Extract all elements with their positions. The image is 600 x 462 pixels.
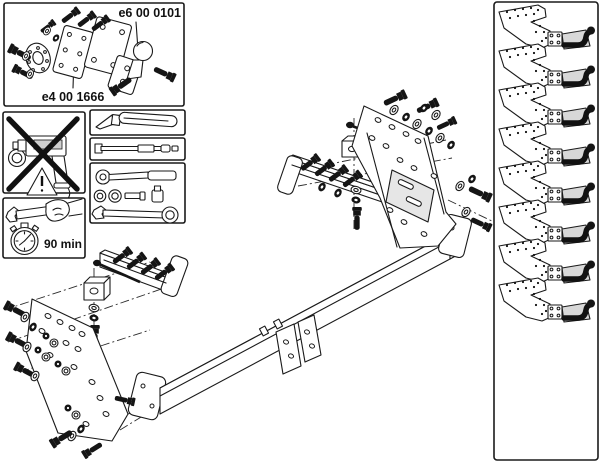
left-bracket-assembly (3, 246, 190, 459)
stopwatch-icon (10, 223, 38, 255)
nut (89, 314, 99, 323)
nut (333, 187, 343, 198)
washer (388, 104, 400, 116)
socket-set-box (90, 163, 185, 223)
spacer-block (84, 277, 110, 300)
variants-sidebar (494, 2, 598, 460)
part-number-towball: e6 00 0101 (118, 6, 181, 20)
nut (446, 139, 457, 150)
nut (351, 196, 361, 205)
bolt (435, 116, 457, 132)
nut (401, 111, 412, 122)
side-plate (26, 299, 128, 441)
duration-label: 90 min (44, 237, 83, 251)
allen-bolt (55, 361, 62, 368)
washer (430, 109, 442, 121)
washer (434, 132, 446, 144)
allen-bolt (35, 347, 42, 354)
washer (411, 118, 423, 130)
washer (42, 353, 50, 361)
allen-bolt (43, 333, 50, 340)
towball-kit-box (4, 3, 184, 106)
part-number-towbar: e4 00 1666 (41, 90, 105, 104)
bolt (469, 215, 492, 232)
allen-bolt (65, 405, 72, 412)
installation-time-box (3, 198, 85, 258)
no-power-tools-box (3, 112, 85, 207)
nut (467, 173, 478, 184)
scraper-tool-box (90, 110, 185, 135)
towball (134, 42, 153, 61)
washer (460, 206, 472, 218)
washer (50, 339, 58, 347)
washer (72, 411, 80, 419)
washer (454, 180, 466, 192)
bolt (467, 184, 493, 203)
washer (88, 303, 99, 312)
torque-wrench-box (90, 138, 185, 160)
washer (62, 367, 70, 375)
bolt (81, 440, 104, 459)
